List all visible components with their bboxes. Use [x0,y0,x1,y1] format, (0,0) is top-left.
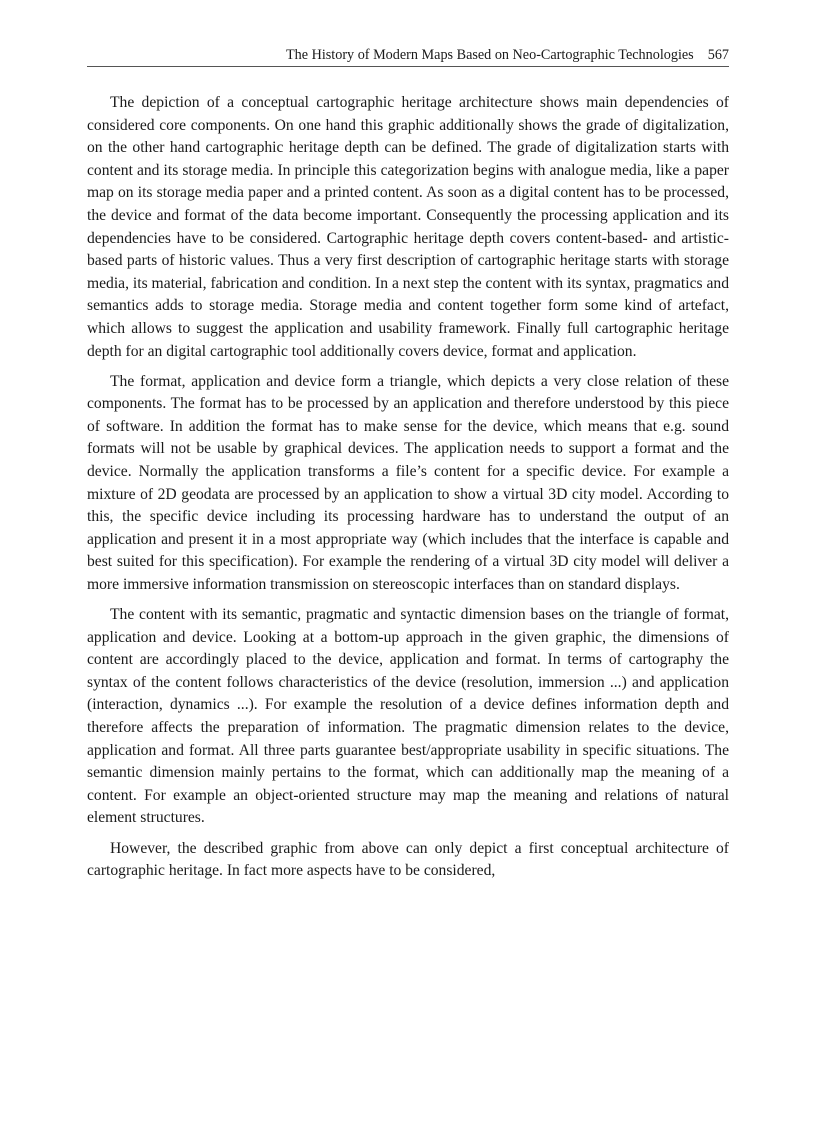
paragraph: The content with its semantic, pragmatic and syntactic dimension bases on the triangle of format, application and device. Looking at a bottom-up approach in the given graphic, the dimensions of content are accordingly placed to the device, application and format. In terms of cartography the syntax of the content follows characteristics of the device (resolution, immersion ...) and application (interaction, dynamics ...). For example the resolution of a device defines information depth and therefore affects the preparation of information. The pragmatic dimension relates to the device, application and format. All three parts guarantee best/appropriate usability in specific situations. The semantic dimension mainly pertains to the format, which can additionally map the meaning of a content. For example an object-oriented structure may map the meaning and relations of natural element structures. [87,606,729,827]
running-header-title: The History of Modern Maps Based on Neo-Cartographic Technologies [285,47,694,63]
page-number: 567 [707,47,729,63]
paragraph: However, the described graphic from above can only depict a first conceptual architecture of cartographic heritage. In fact more aspects have to be considered, [87,839,729,880]
paragraph: The format, application and device form a triangle, which depicts a very close relation of these components. The format has to be processed by an application and therefore understood by this piece of software. In addition the format has to make sense for the device, which means that e.g. sound formats will not be usable by graphical devices. The application needs to support a format and the device. Normally the application transforms a file’s content for a specific device. For example a mixture of 2D geodata are processed by an application to show a virtual 3D city model. According to this, the specific device including its processing hardware has to understand the output of an application and present it in a most appropriate way (which includes that the interface is capable and best suited for this specification). For example the rendering of a virtual 3D city model will deliver a more immersive information transmission on stereoscopic interfaces than on standard displays. [87,372,729,593]
body-text [87,92,729,890]
running-header [87,44,729,67]
paragraph: The depiction of a conceptual cartographic heritage architecture shows main dependencies of considered core components. On one hand this graphic additionally shows the grade of digitalization, on the other hand cartographic heritage depth can be defined. The grade of digitalization starts with content and its storage media. In principle this categorization begins with analogue media, like a paper map on its storage media paper and a printed content. As soon as a digital content has to be processed, the device and format of the data become important. Consequently the processing application and its dependencies have to be considered. Cartographic heritage depth covers content-based- and artistic-based parts of historic values. Thus a very first description of cartographic heritage starts with storage media, its material, fabrication and condition. In a next step the content with its syntax, pragmatics and semantics adds to storage media. Storage media and content together form some kind of artefact, which allows to suggest the application and usability framework. Finally full cartographic heritage depth for an digital cartographic tool additionally covers device, format and application. [87,94,729,360]
